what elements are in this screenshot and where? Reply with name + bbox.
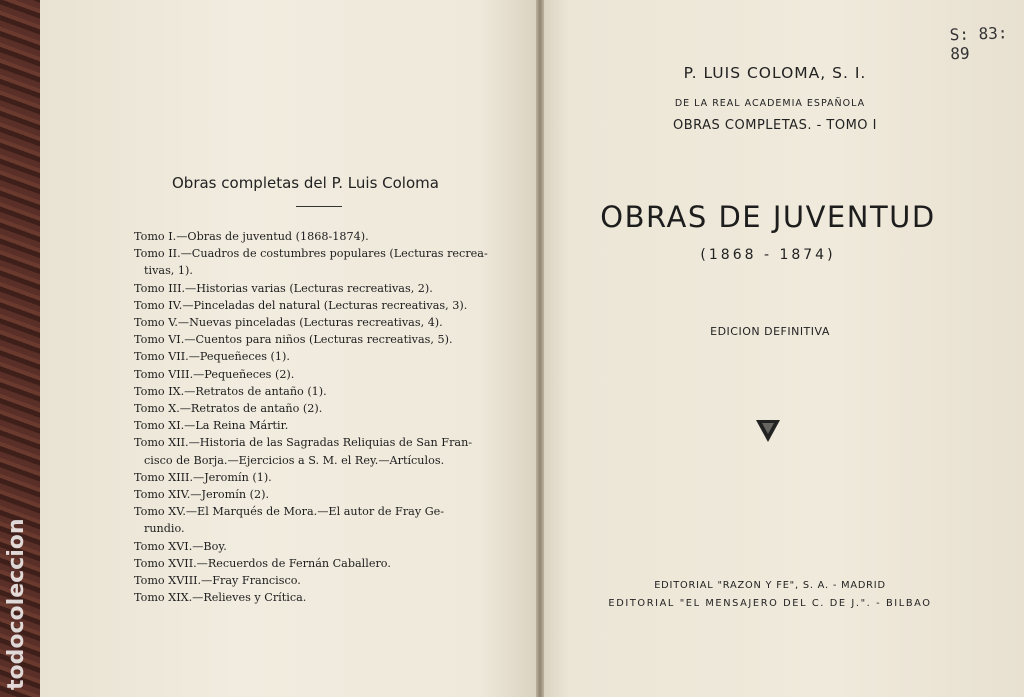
toc-line: Tomo XIX.—Relieves y Crítica.: [134, 591, 307, 605]
book-title: OBRAS DE JUVENTUD: [600, 200, 936, 234]
left-page-title: Obras completas del P. Luis Coloma: [172, 174, 439, 192]
toc-line: Tomo XII.—Historia de las Sagradas Reliquias de San Fran-: [134, 436, 473, 450]
printer-emblem-icon: [756, 420, 780, 442]
toc-line: Tomo XIV.—Jeromín (2).: [134, 488, 270, 502]
publisher-bilbao: EDITORIAL "EL MENSAJERO DEL C. DE J.". - BILBAO: [608, 598, 932, 609]
toc-line: Tomo IV.—Pinceladas del natural (Lecturas recreativas, 3).: [134, 298, 468, 312]
handwritten-shelfmark: S: 83: 89: [949, 23, 1008, 64]
toc-line: Tomo XI.—La Reina Mártir.: [134, 419, 289, 433]
book-gutter: [536, 0, 544, 697]
toc-line: Tomo I.—Obras de juventud (1868-1874).: [134, 230, 369, 243]
toc-line: tivas, 1).: [144, 264, 193, 278]
toc-line: Tomo II.—Cuadros de costumbres populares (Lecturas recrea-: [134, 247, 488, 261]
toc-line: Tomo XIII.—Jeromín (1).: [134, 470, 272, 484]
series-volume: OBRAS COMPLETAS. - TOMO I: [672, 118, 877, 133]
toc-line: Tomo V.—Nuevas pinceladas (Lecturas recreativas, 4).: [134, 316, 443, 330]
toc-line: Tomo XV.—El Marqués de Mora.—El autor de Fray Ge-: [134, 505, 445, 519]
academy-line: DE LA REAL ACADEMIA ESPAÑOLA: [674, 98, 866, 109]
toc-line: cisco de Borja.—Ejercicios a S. M. el Rey.—Artículos.: [144, 453, 445, 467]
title-divider: [296, 206, 342, 207]
toc-line: Tomo VI.—Cuentos para niños (Lecturas recreativas, 5).: [134, 333, 453, 347]
toc-line: Tomo VII.—Pequeñeces (1).: [134, 350, 290, 364]
publisher-madrid: EDITORIAL "RAZON Y FE", S. A. - MADRID: [654, 580, 886, 591]
toc-line: Tomo X.—Retratos de antaño (2).: [134, 402, 323, 416]
toc-line: Tomo VIII.—Pequeñeces (2).: [134, 367, 295, 381]
toc-line: Tomo XVI.—Boy.: [134, 539, 227, 553]
book-years: (1868 - 1874): [700, 247, 836, 263]
toc-line: Tomo III.—Historias varias (Lecturas recreativas, 2).: [134, 281, 433, 295]
toc-line: Tomo XVII.—Recuerdos de Fernán Caballero.: [134, 556, 391, 570]
author-name: P. LUIS COLOMA, S. I.: [683, 64, 867, 82]
toc-line: Tomo IX.—Retratos de antaño (1).: [134, 384, 327, 398]
edition-label: EDICION DEFINITIVA: [710, 325, 830, 338]
toc-line: rundio.: [144, 522, 185, 536]
table-of-contents: [128, 228, 508, 606]
toc-line: Tomo XVIII.—Fray Francisco.: [134, 574, 301, 588]
watermark-text: todocoleccion: [4, 518, 29, 690]
